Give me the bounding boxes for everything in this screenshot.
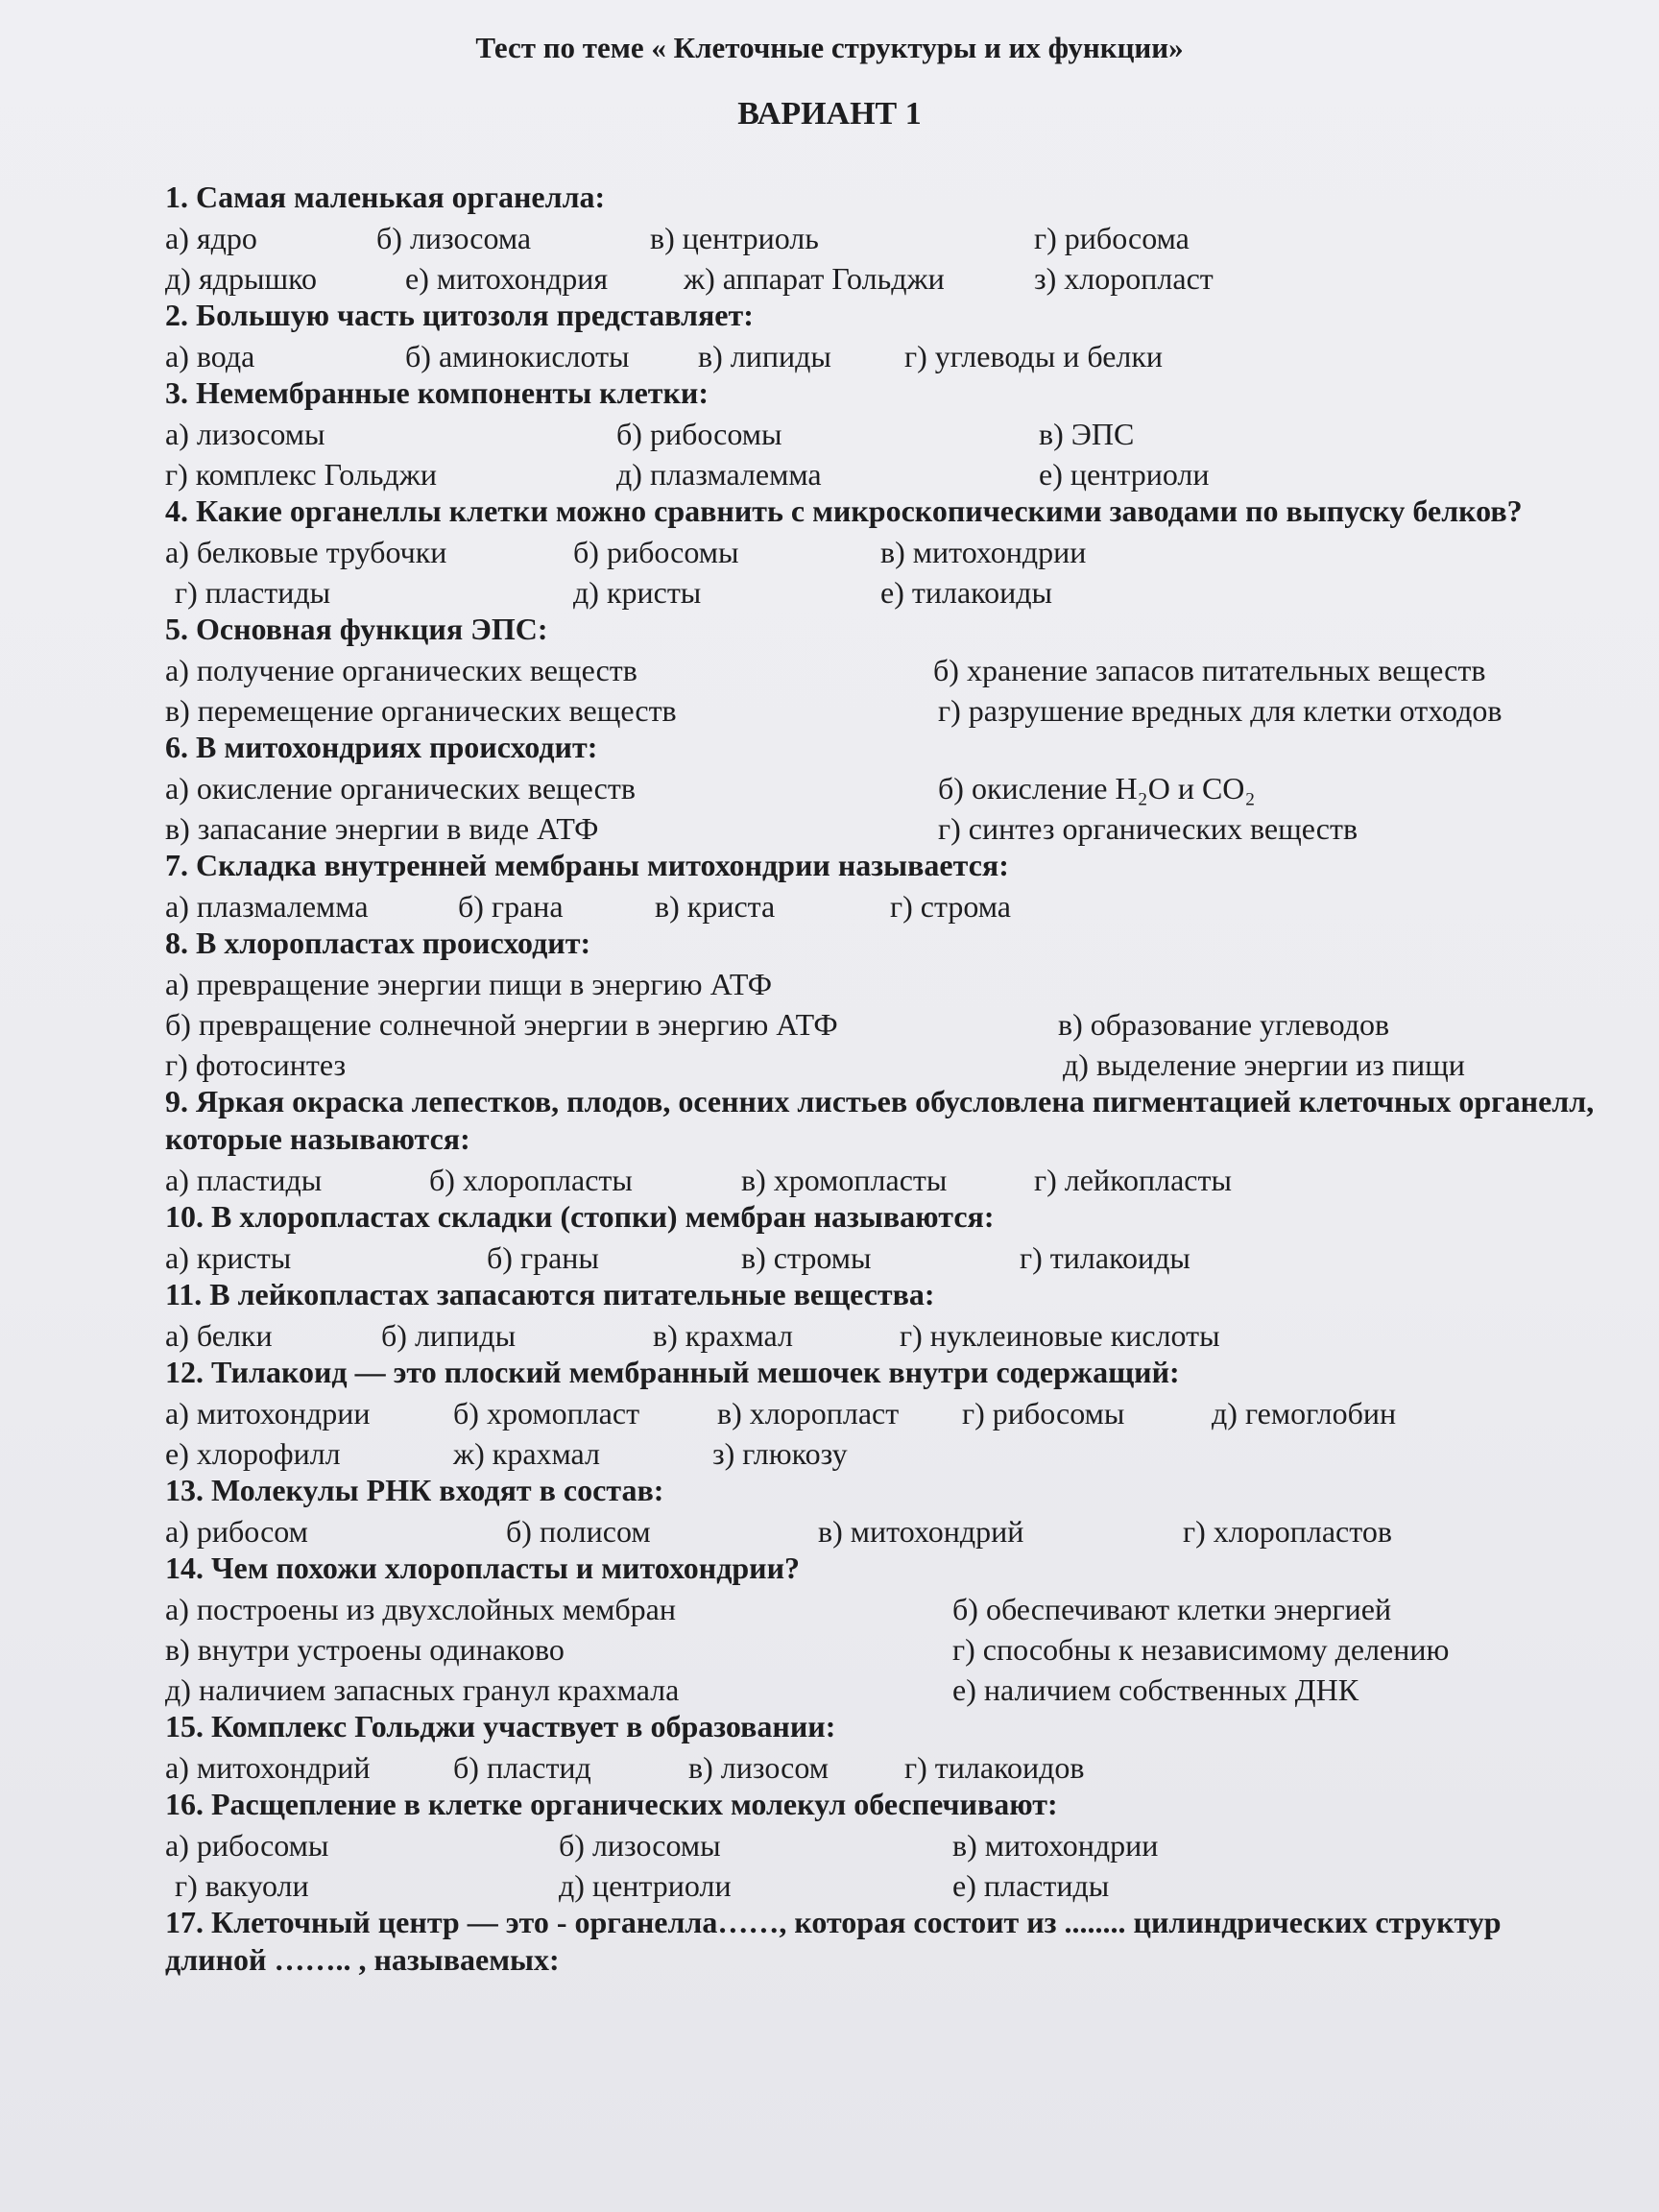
question-17 (165, 1904, 1605, 1979)
question-3 (165, 374, 1605, 493)
question-stem: 4. Какие органеллы клетки можно сравнить с микроскопическими заводами по выпуску белков? (165, 493, 1523, 528)
answer-option: в) внутри устроены одинаково (165, 1632, 565, 1667)
answer-option: д) плазмалемма (616, 457, 822, 492)
question-stem: 10. В хлоропластах складки (стопки) мембран называются: (165, 1199, 995, 1234)
answer-option: а) рибосомы (165, 1828, 329, 1863)
answer-option: б) рибосомы (573, 535, 739, 569)
answer-option: д) гемоглобин (1212, 1396, 1397, 1431)
answer-option: в) митохондрии (880, 535, 1087, 569)
question-13 (165, 1472, 1605, 1550)
answer-option: г) разрушение вредных для клетки отходов (938, 693, 1503, 728)
answer-option: в) образование углеводов (1058, 1007, 1390, 1042)
answer-row (165, 884, 1605, 925)
answer-option: г) лейкопласты (1034, 1163, 1232, 1197)
answer-row (165, 1627, 1605, 1668)
answer-option: а) плазмалемма (165, 889, 369, 924)
question-6 (165, 729, 1605, 847)
question-12 (165, 1354, 1605, 1472)
answer-row (165, 412, 1605, 452)
answer-row (165, 1745, 1605, 1786)
answer-option: г) углеводы и белки (904, 339, 1164, 373)
answer-option: а) рибосом (165, 1514, 308, 1549)
answer-row (165, 216, 1605, 256)
answer-option: а) митохондрий (165, 1750, 371, 1785)
answer-row (165, 1002, 1605, 1043)
question-14 (165, 1550, 1605, 1708)
answer-row (165, 962, 1605, 1002)
answer-row (165, 648, 1605, 688)
answer-option: з) глюкозу (712, 1436, 848, 1471)
question-16 (165, 1786, 1605, 1904)
answer-option: г) рибосомы (962, 1396, 1125, 1431)
question-stem: 11. В лейкопластах запасаются питательные вещества: (165, 1277, 935, 1311)
answer-option: ж) крахмал (453, 1436, 600, 1471)
question-stem: 12. Тилакоид — это плоский мембранный мешочек внутри содержащий: (165, 1355, 1180, 1389)
question-stem: 15. Комплекс Гольджи участвует в образовании: (165, 1709, 836, 1743)
answer-option: д) выделение энергии из пищи (1063, 1047, 1465, 1082)
answer-option: а) митохондрии (165, 1396, 371, 1431)
answer-option: а) белки (165, 1318, 273, 1353)
answer-option: б) хромопласт (453, 1396, 640, 1431)
answer-row (165, 1587, 1605, 1627)
answer-row (165, 1668, 1605, 1708)
question-stem: 5. Основная функция ЭПС: (165, 612, 548, 646)
question-stem: 13. Молекулы РНК входят в состав: (165, 1473, 664, 1507)
question-2 (165, 297, 1605, 374)
question-stem: 8. В хлоропластах происходит: (165, 926, 591, 960)
answer-row (165, 1823, 1605, 1863)
answer-option: в) лизосом (688, 1750, 829, 1785)
answer-option: в) митохондрий (818, 1514, 1024, 1549)
answer-option: б) пластид (453, 1750, 591, 1785)
answer-option: г) фотосинтез (165, 1047, 347, 1082)
question-stem: 14. Чем похожи хлоропласты и митохондрии? (165, 1551, 801, 1585)
answer-option: е) центриоли (1039, 457, 1210, 492)
answer-option: б) аминокислоты (405, 339, 630, 373)
question-7 (165, 847, 1605, 925)
answer-option: е) митохондрия (405, 261, 609, 296)
answer-option: в) стромы (741, 1240, 872, 1275)
answer-option: в) хромопласты (741, 1163, 948, 1197)
answer-option: а) ядро (165, 221, 257, 255)
answer-option: в) митохондрии (952, 1828, 1159, 1863)
question-9 (165, 1083, 1605, 1198)
answer-row (165, 256, 1605, 297)
answer-row (165, 1431, 1605, 1472)
answer-option: г) тилакоидов (904, 1750, 1085, 1785)
answer-option: в) криста (655, 889, 776, 924)
answer-option: г) строма (890, 889, 1011, 924)
answer-option: д) наличием запасных гранул крахмала (165, 1672, 680, 1707)
answer-option: б) липиды (381, 1318, 517, 1353)
answer-option: б) окисление H₂O и CO₂ (938, 771, 1256, 805)
answer-option: в) крахмал (653, 1318, 793, 1353)
question-stem: 3. Немембранные компоненты клетки: (165, 375, 709, 410)
answer-row (165, 1236, 1605, 1276)
answer-option: б) хлоропласты (429, 1163, 633, 1197)
answer-option: б) полисом (506, 1514, 651, 1549)
answer-option: е) наличием собственных ДНК (952, 1672, 1359, 1707)
answer-row (165, 452, 1605, 493)
question-list (165, 179, 1605, 1979)
answer-option: в) перемещение органических веществ (165, 693, 677, 728)
answer-option: в) запасание энергии в виде АТФ (165, 811, 599, 846)
question-15 (165, 1708, 1605, 1786)
answer-option: б) хранение запасов питательных веществ (933, 653, 1486, 687)
answer-option: в) ЭПС (1039, 417, 1135, 451)
answer-option: в) липиды (698, 339, 831, 373)
answer-option: г) нуклеиновые кислоты (900, 1318, 1220, 1353)
answer-option: а) кристы (165, 1240, 292, 1275)
answer-option: а) окисление органических веществ (165, 771, 636, 805)
question-10 (165, 1198, 1605, 1276)
answer-option: а) получение органических веществ (165, 653, 637, 687)
answer-option: б) обеспечивают клетки энергией (952, 1592, 1392, 1626)
question-stem: 2. Большую часть цитозоля представляет: (165, 298, 754, 332)
question-4 (165, 493, 1605, 611)
answer-option: д) кристы (573, 575, 702, 610)
answer-row (165, 1043, 1605, 1083)
answer-row (165, 688, 1605, 729)
answer-row (165, 1158, 1605, 1198)
answer-row (165, 1863, 1605, 1904)
answer-option: б) граны (487, 1240, 599, 1275)
answer-option: а) превращение энергии пищи в энергию АТФ (165, 967, 772, 1001)
answer-option: в) хлоропласт (717, 1396, 900, 1431)
answer-option: б) грана (458, 889, 564, 924)
question-1 (165, 179, 1605, 297)
question-5 (165, 611, 1605, 729)
answer-row (165, 1509, 1605, 1550)
answer-option: г) вакуоли (175, 1868, 309, 1903)
answer-row (165, 334, 1605, 374)
answer-option: в) центриоль (650, 221, 819, 255)
answer-row (165, 530, 1605, 570)
answer-option: е) хлорофилл (165, 1436, 341, 1471)
answer-option: ж) аппарат Гольджи (684, 261, 945, 296)
answer-row (165, 1391, 1605, 1431)
answer-row (165, 766, 1605, 806)
answer-row (165, 1313, 1605, 1354)
answer-option: а) лизосомы (165, 417, 325, 451)
variant-heading: ВАРИАНТ 1 (737, 96, 922, 132)
answer-option: з) хлоропласт (1034, 261, 1214, 296)
answer-option: г) способны к независимому делению (952, 1632, 1450, 1667)
answer-option: г) пластиды (175, 575, 331, 610)
answer-option: г) рибосома (1034, 221, 1190, 255)
question-8 (165, 925, 1605, 1083)
answer-option: г) комплекс Гольджи (165, 457, 437, 492)
answer-row (165, 806, 1605, 847)
answer-option: б) рибосомы (616, 417, 782, 451)
answer-option: г) тилакоиды (1020, 1240, 1190, 1275)
answer-option: а) вода (165, 339, 255, 373)
answer-option: е) тилакоиды (880, 575, 1052, 610)
answer-option: г) хлоропластов (1183, 1514, 1392, 1549)
answer-option: а) белковые трубочки (165, 535, 447, 569)
question-stem: 16. Расщепление в клетке органических молекул обеспечивают: (165, 1787, 1058, 1821)
answer-option: д) ядрышко (165, 261, 317, 296)
question-stem: 1. Самая маленькая органелла: (165, 180, 606, 214)
answer-option: а) построены из двухслойных мембран (165, 1592, 676, 1626)
answer-option: г) синтез органических веществ (938, 811, 1358, 846)
answer-option: б) лизосомы (559, 1828, 721, 1863)
answer-option: б) лизосома (376, 221, 532, 255)
question-stem: 6. В митохондриях происходит: (165, 730, 598, 764)
question-11 (165, 1276, 1605, 1354)
answer-option: а) пластиды (165, 1163, 323, 1197)
question-stem: 7. Складка внутренней мембраны митохондрии называется: (165, 848, 1009, 882)
question-stem: 17. Клеточный центр — это - органелла……, которая состоит из ........ цилиндрических структур длиной …….. , называемых: (165, 1905, 1502, 1977)
answer-option: е) пластиды (952, 1868, 1110, 1903)
question-stem: 9. Яркая окраска лепестков, плодов, осенних листьев обусловлена пигментацией клеточных органелл, которые называются: (165, 1084, 1595, 1156)
answer-option: д) центриоли (559, 1868, 732, 1903)
answer-row (165, 570, 1605, 611)
answer-option: б) превращение солнечной энергии в энергию АТФ (165, 1007, 838, 1042)
test-title: Тест по теме « Клеточные структуры и их функции» (475, 31, 1184, 64)
